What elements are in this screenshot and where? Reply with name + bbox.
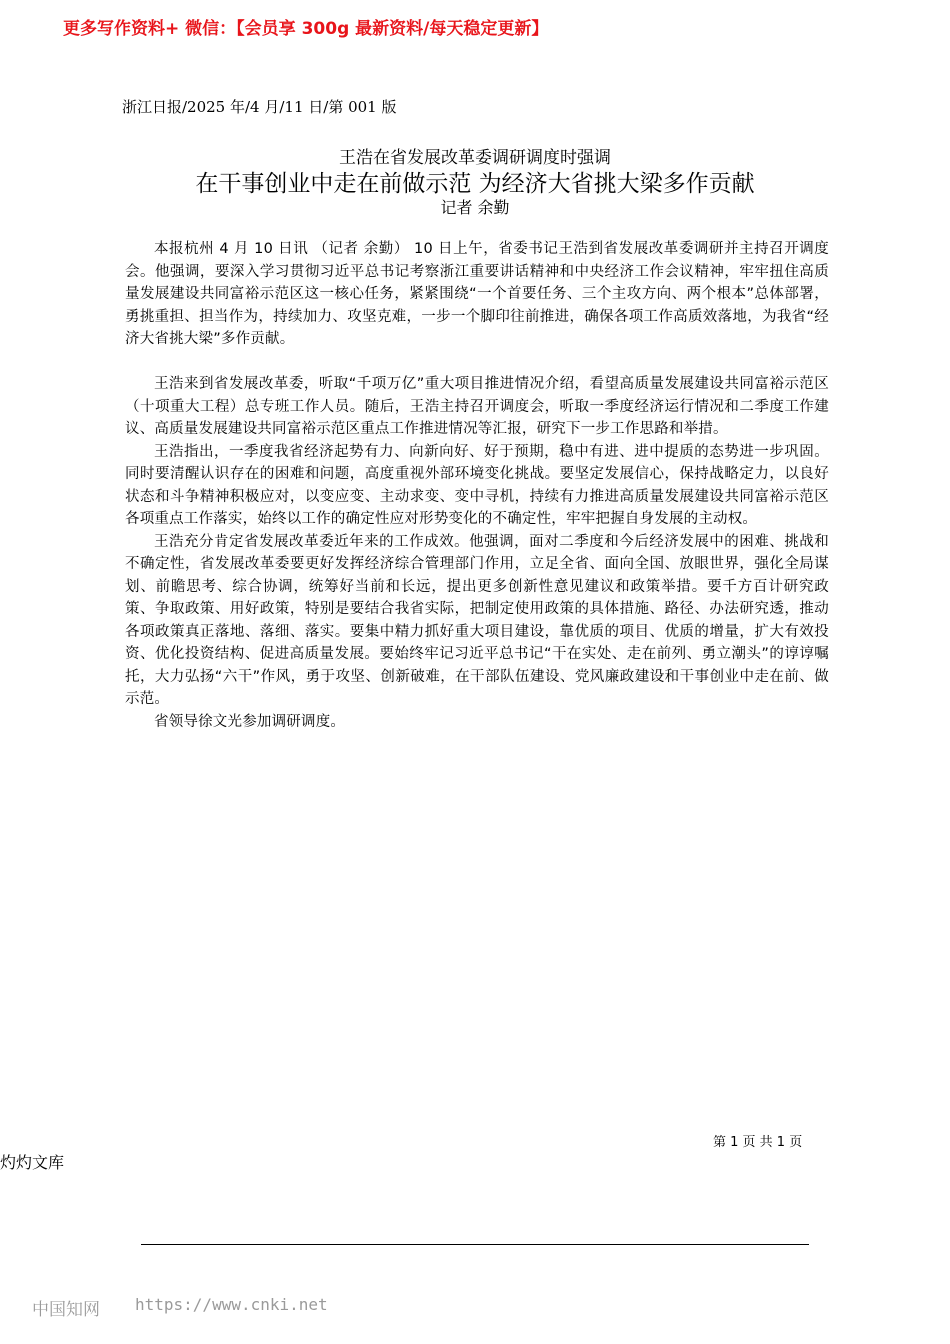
article-byline: 记者 余勤 [440,198,510,217]
article-paragraph: 王浩指出，一季度我省经济起势有力、向新向好、好于预期，稳中有进、进中提质的态势进一步巩固。同时要清醒认识存在的困难和问题，高度重视外部环境变化挑战。要坚定发展信心，保持战略定力，以良好状态和斗争精神积极应对，以变应变、主动求变、变中寻机，持续有力推进高质量发展建设共同富裕示范区各项重点工作落实，始终以工作的确定性应对形势变化的不确定性，牢牢把握自身发展的主动权。 [125,443,829,527]
article-paragraph: 省领导徐文光参加调研调度。 [154,713,346,730]
article-paragraph: 本报杭州 4 月 10 日讯 （记者 余勤） 10 日上午，省委书记王浩到省发展改革委调研并主持召开调度会。他强调，要深入学习贯彻习近平总书记考察浙江重要讲话精神和中央经济工作会议精神，牢牢扭住高质量发展建设共同富裕示范区这一核心任务，紧紧围绕“一个首要任务、三个主攻方向、两个根本”总体部署，勇挑重担、担当作为，持续加力、攻坚克难，一步一个脚印往前推进，确保各项工作高质效落地，为我省“经济大省挑大梁”多作贡献。 [125,241,829,347]
article-title: 在干事创业中走在前做示范 为经济大省挑大梁多作贡献 [195,171,755,197]
promo-banner: 更多写作资料+ 微信：【会员享 300g 最新资料/每天稳定更新】 [63,19,549,39]
article-body [125,238,829,733]
site-url: https://www.cnki.net [135,1295,328,1314]
article-paragraph: 王浩充分肯定省发展改革委近年来的工作成效。他强调，面对二季度和今后经济发展中的困难、挑战和不确定性，省发展改革委要更好发挥经济综合管理部门作用，立足全省、面向全国、放眼世界，强化全局谋划、前瞻思考、综合协调，统筹好当前和长远，提出更多创新性意见建议和政策举措。要千方百计研究政策、争取政策、用好政策，特别是要结合我省实际，把制定使用政策的具体措施、路径、办法研究透，推动各项政策真正落地、落细、落实。要集中精力抓好重大项目建设，靠优质的项目、优质的增量，扩大有效投资、优化投资结构、促进高质量发展。要始终牢记习近平总书记“干在实处、走在前列、勇立潮头”的谆谆嘱托，大力弘扬“六干”作风，勇于攻坚、创新破难，在干部队伍建设、党风廉政建设和干事创业中走在前、做示范。 [125,533,829,707]
article-subtitle: 王浩在省发展改革委调研调度时强调 [339,148,611,168]
page-number: 第 1 页 共 1 页 [713,1135,803,1150]
library-name: 灼灼文库 [0,1153,65,1172]
site-name: 中国知网 [32,1300,100,1320]
article-source: 浙江日报/2025 年/4 月/11 日/第 001 版 [122,98,397,116]
footer-divider [141,1244,809,1245]
article-paragraph: 王浩来到省发展改革委，听取“千项万亿”重大项目推进情况介绍，看望高质量发展建设共同富裕示范区（十项重大工程）总专班工作人员。随后，王浩主持召开调度会，听取一季度经济运行情况和二季度工作建议、高质量发展建设共同富裕示范区重点工作推进情况等汇报，研究下一步工作思路和举措。 [125,376,829,437]
